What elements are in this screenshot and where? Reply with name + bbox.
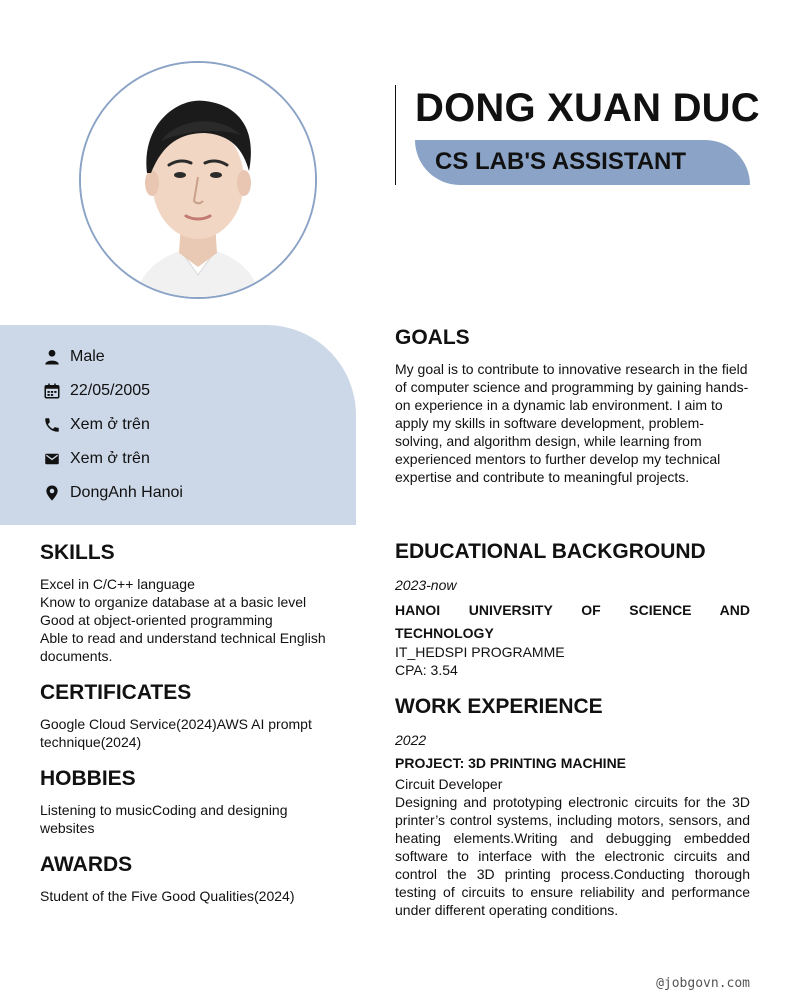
contact-address-text: DongAnh Hanoi: [70, 484, 183, 501]
skills-heading: SKILLS: [40, 541, 115, 564]
contact-phone: [40, 413, 150, 437]
education-cpa: CPA: 3.54: [395, 662, 458, 678]
education-period: 2023-now: [395, 577, 457, 593]
education-heading: EDUCATIONAL BACKGROUND: [395, 540, 706, 563]
awards-text: Student of the Five Good Qualities(2024): [40, 888, 295, 904]
person-icon: [40, 347, 64, 367]
contact-address: [40, 481, 183, 505]
education-program: IT_HEDSPI PROGRAMME: [395, 644, 565, 660]
skill-item: Know to organize database at a basic level: [40, 594, 307, 610]
certificates-heading: CERTIFICATES: [40, 681, 192, 704]
watermark: @jobgovn.com: [656, 976, 750, 991]
contact-phone-text: Xem ở trên: [70, 416, 150, 433]
work-period: 2022: [395, 732, 427, 748]
certificates-text: Google Cloud Service(2024)AWS AI prompt technique(2024): [40, 716, 312, 750]
full-name: DONG XUAN DUC: [415, 86, 760, 130]
contact-gender: [40, 345, 105, 369]
contact-email: [40, 447, 150, 471]
phone-icon: [40, 415, 64, 435]
contact-birthdate-text: 22/05/2005: [70, 382, 151, 399]
work-description: Designing and prototyping electronic circuits for the 3D printer’s control systems, including motors, sensors, and heating elements.Writing and debugging embedded software to interface with the electronic circuits and control the 3D printing process.Conducting thorough testing of circuits to ensure reliability and performance under different operating conditions.: [395, 794, 750, 918]
hobbies-heading: HOBBIES: [40, 767, 136, 790]
hobbies-text: Listening to musicCoding and designing websites: [40, 802, 288, 836]
work-project: PROJECT: 3D PRINTING MACHINE: [395, 755, 627, 771]
skill-item: Excel in C/C++ language: [40, 576, 195, 592]
profile-photo-illustration: [81, 63, 315, 297]
awards-heading: AWARDS: [40, 853, 133, 876]
education-school: HANOI UNIVERSITY OF SCIENCE AND TECHNOLOGY: [395, 602, 750, 641]
calendar-icon: [40, 381, 64, 401]
mail-icon: [40, 449, 64, 469]
contact-birthdate: [40, 379, 150, 403]
job-title: CS LAB'S ASSISTANT: [435, 148, 687, 175]
contact-gender-text: Male: [70, 348, 105, 365]
header-divider: [395, 85, 396, 185]
job-title-badge: [415, 140, 750, 185]
skill-item: Able to read and understand technical English documents.: [40, 630, 326, 664]
contact-email-text: Xem ở trên: [70, 450, 150, 467]
skill-item: Good at object-oriented programming: [40, 612, 273, 628]
skills-list: [40, 575, 360, 665]
goals-text: My goal is to contribute to innovative research in the field of computer science and programming by gaining hands-on experience in a dynamic lab environment. I aim to apply my skills in software development, problem-solving, and algorithm design, while learning from experienced mentors to further develop my technical expertise and contribute to meaningful projects.: [395, 361, 749, 485]
work-role: Circuit Developer: [395, 776, 503, 792]
work-heading: WORK EXPERIENCE: [395, 695, 603, 718]
location-pin-icon: [40, 483, 64, 503]
goals-heading: GOALS: [395, 326, 470, 349]
profile-photo: [79, 61, 317, 299]
